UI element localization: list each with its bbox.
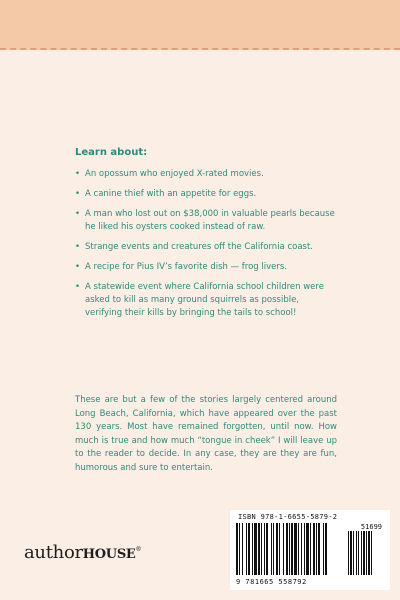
- publisher-logo-part2: HOUSE: [82, 547, 136, 562]
- list-item: • A statewide event where California school children were asked to kill as many ground squirrels as possible, verifying their kills by bringing the tails to school!: [75, 281, 337, 320]
- list-item: • Strange events and creatures off the California coast.: [75, 241, 337, 254]
- publisher-logo-part1: author: [24, 542, 83, 563]
- learn-about-heading: Learn about:: [75, 147, 148, 158]
- barcode-digits: 9 781665 558792: [236, 578, 307, 586]
- publisher-logo: [24, 542, 141, 563]
- isbn-text: ISBN 978-1-6655-5879-2: [238, 513, 338, 521]
- learn-about-list: [75, 168, 337, 327]
- description-paragraph: These are but a few of the stories largely centered around Long Beach, California, which have appeared over the past 130 years. Most have remained forgotten, until now. How much is true and how much “tongue in cheek” I will leave up to the reader to decide. In any case, they are they are fun, humorous and sure to entertain.: [75, 395, 337, 473]
- list-item: • A man who lost out on $38,000 in valuable pearls because he liked his oysters cooked instead of raw.: [75, 208, 337, 234]
- top-color-band: [0, 0, 400, 50]
- price-code: 51699: [360, 523, 382, 531]
- barcode-block: [230, 510, 390, 590]
- list-item: • A canine thief with an appetite for eggs.: [75, 188, 337, 201]
- list-item: • A recipe for Pius IV’s favorite dish — frog livers.: [75, 261, 337, 274]
- list-item: • An opossum who enjoyed X-rated movies.: [75, 168, 337, 181]
- barcode-icon: [236, 523, 384, 579]
- registered-mark: ®: [135, 546, 142, 553]
